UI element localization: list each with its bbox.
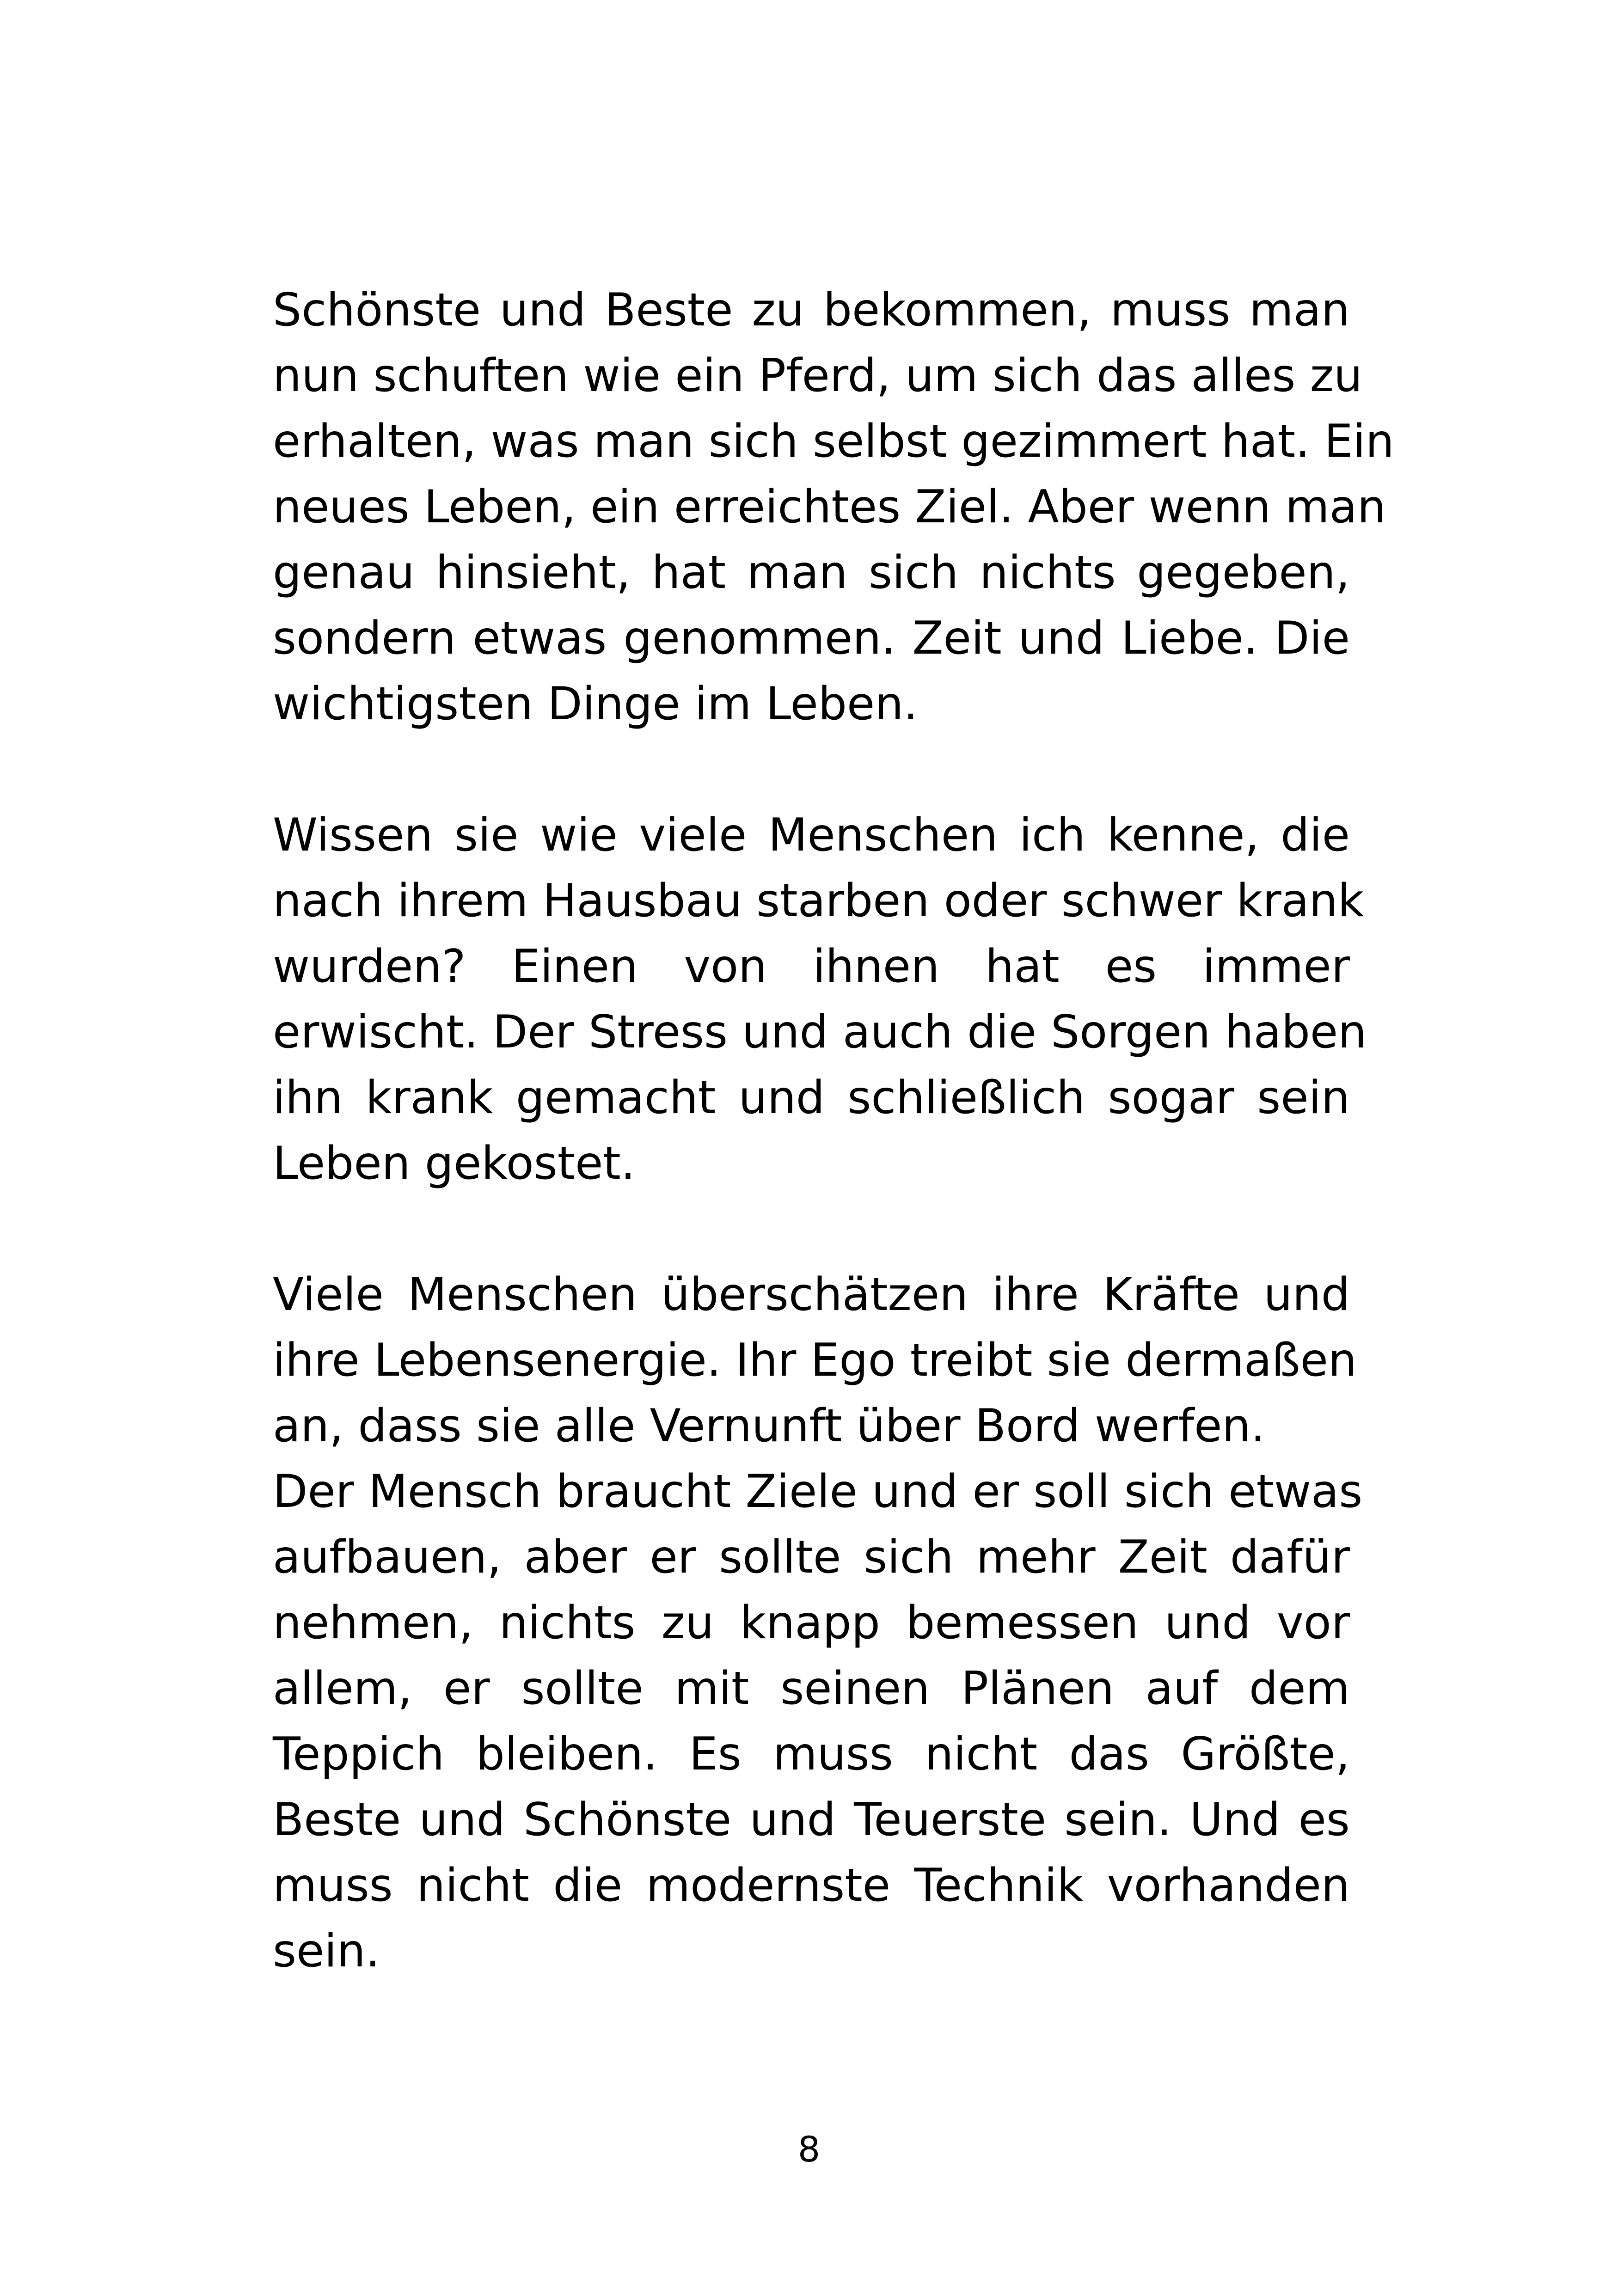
text-line: Teppich bleiben. Es muss nicht das Größte,	[273, 1728, 1350, 1781]
paragraph	[273, 802, 1367, 1196]
page-number: 8	[797, 2129, 821, 2170]
text-line: sondern etwas genommen. Zeit und Liebe. Die	[273, 612, 1350, 665]
text-line: erwischt. Der Stress und auch die Sorgen haben	[273, 1006, 1367, 1059]
text-line: Viele Menschen überschätzen ihre Kräfte und	[273, 1268, 1350, 1321]
text-line: Schönste und Beste zu bekommen, muss man	[273, 284, 1350, 337]
body-text	[273, 277, 1394, 1984]
paragraph	[273, 277, 1394, 737]
text-line: allem, er sollte mit seinen Plänen auf dem	[273, 1662, 1350, 1715]
text-line: Der Mensch braucht Ziele und er soll sich etwas	[273, 1465, 1363, 1518]
text-line: nun schuften wie ein Pferd, um sich das alles zu	[273, 349, 1363, 402]
text-line: Wissen sie wie viele Menschen ich kenne, die	[273, 809, 1350, 862]
text-line: Leben gekostet.	[273, 1137, 635, 1190]
text-line: genau hinsieht, hat man sich nichts gegeben,	[273, 546, 1350, 599]
text-line: ihre Lebensenergie. Ihr Ego treibt sie dermaßen	[273, 1334, 1357, 1387]
text-line: Beste und Schönste und Teuerste sein. Und es	[273, 1794, 1350, 1846]
text-line: nehmen, nichts zu knapp bemessen und vor	[273, 1597, 1350, 1649]
text-line: wichtigsten Dinge im Leben.	[273, 678, 918, 730]
paragraph-gap	[273, 1196, 1350, 1262]
text-line: nach ihrem Hausbau starben oder schwer krank	[273, 875, 1364, 927]
text-line: an, dass sie alle Vernunft über Bord werfen.	[273, 1400, 1265, 1452]
text-line: sein.	[273, 1925, 380, 1978]
text-line: wurden? Einen von ihnen hat es immer	[273, 940, 1350, 993]
paragraph-gap	[273, 737, 1350, 802]
text-line: muss nicht die modernste Technik vorhanden	[273, 1859, 1350, 1912]
text-line: erhalten, was man sich selbst gezimmert hat. Ein	[273, 415, 1394, 468]
text-line: neues Leben, ein erreichtes Ziel. Aber wenn man	[273, 481, 1386, 533]
paragraph	[273, 1459, 1363, 1984]
text-line: aufbauen, aber er sollte sich mehr Zeit dafür	[273, 1531, 1350, 1584]
paragraph	[273, 1262, 1357, 1459]
text-line: ihn krank gemacht und schließlich sogar sein	[273, 1071, 1350, 1124]
